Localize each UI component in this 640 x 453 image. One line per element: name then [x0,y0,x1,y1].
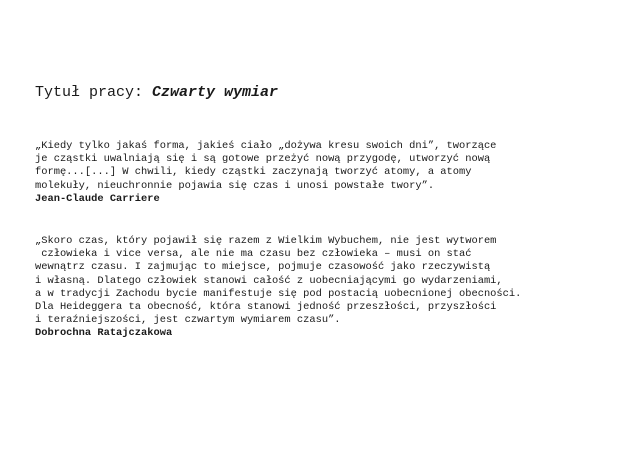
quote-block [35,140,625,206]
quote-line: i teraźniejszości, jest czwartym wymiarem czasu”. [35,314,341,327]
title-label: Tytuł pracy: [35,84,153,101]
quote-line: a w tradycji Zachodu bycie manifestuje się pod postacią uobecnionej obecności. [35,287,522,300]
quote-line: „Skoro czas, który pojawił się razem z Wielkim Wybuchem, nie jest wytworem [35,235,497,247]
work-title: Czwarty wymiar [152,84,279,101]
page-title [35,84,278,102]
quote-author: Dobrochna Ratajczakowa [35,327,173,340]
quote-author: Jean-Claude Carriere [35,192,160,205]
quote-line: człowieka i vice versa, ale nie ma czasu bez człowieka – musi on stać [35,248,472,261]
quote-block [35,235,625,341]
quote-line: Dla Heideggera ta obecność, która stanowi jedność przeszłości, przyszłości [35,301,497,314]
quote-line: molekuły, nieuchronnie pojawia się czas i unosi powstałe twory”. [35,179,435,192]
quote-line: „Kiedy tylko jakaś forma, jakieś ciało „dożywa kresu swoich dni”, tworzące [35,140,497,152]
quote-line: je cząstki uwalniają się i są gotowe przeżyć nową przygodę, utworzyć nową [35,153,491,166]
quote-line: formę...[...] W chwili, kiedy cząstki zaczynają tworzyć atomy, a atomy [35,166,472,179]
quote-line: i własną. Dlatego człowiek stanowi całość z uobecniającymi go wydarzeniami, [35,274,503,287]
quote-line: wewnątrz czasu. I zajmując to miejsce, pojmuje czasowość jako rzeczywistą [35,261,491,274]
